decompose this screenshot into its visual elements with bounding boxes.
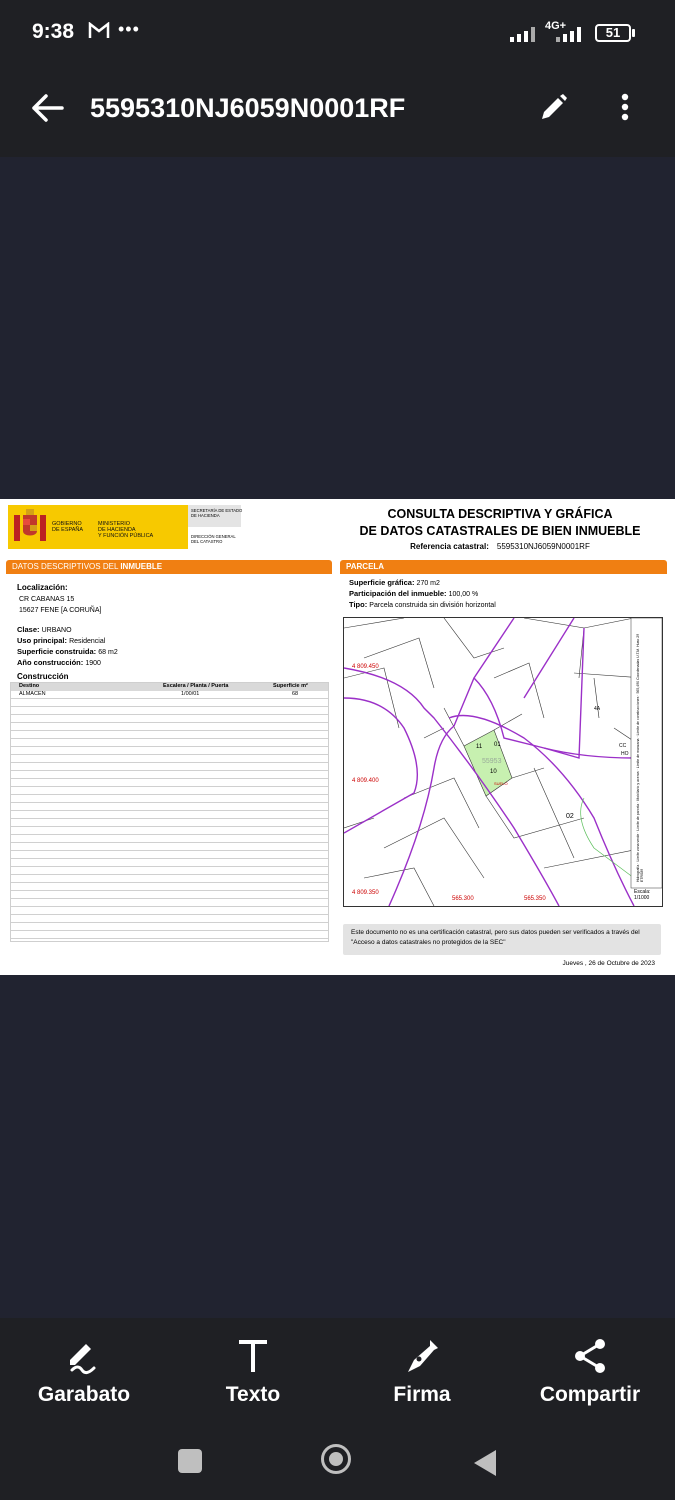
texto-label: Texto (225, 1383, 281, 1406)
legend-manzana: Límite de manzana (636, 738, 640, 769)
empty-table-row (11, 843, 328, 851)
construccion-table (10, 682, 329, 942)
empty-table-row (11, 875, 328, 883)
escala-label: Escala: (634, 889, 651, 895)
disclaimer-note: Este documento no es una certificación catastral, pero sus datos pueden ser verificados a través del "Acceso a datos catastrales no protegidos de la SEC" (343, 924, 661, 955)
localizacion-label: Localización: (17, 583, 68, 592)
address-line-1: CR CABANAS 15 (19, 596, 75, 603)
table-header (11, 683, 328, 691)
empty-table-row (11, 891, 328, 899)
empty-table-row (11, 771, 328, 779)
empty-table-row (11, 739, 328, 747)
table-header-escalera: Escalera / Planta / Puerta (163, 683, 229, 689)
empty-table-row (11, 715, 328, 723)
table-header-superficie: Superficie m² (273, 683, 308, 689)
firma-button[interactable] (352, 1336, 492, 1407)
empty-table-row (11, 779, 328, 787)
direccion-text: DIRECCIÓN GENERAL DEL CATASTRO (191, 534, 236, 544)
more-vert-icon[interactable] (610, 92, 640, 124)
superficie-label: Superficie construida: (17, 647, 97, 656)
empty-table-row (11, 747, 328, 755)
anio-label: Año construcción: (17, 658, 84, 667)
coat-of-arms-icon (10, 505, 50, 549)
document-title (345, 506, 655, 540)
map-label-11: 11 (476, 744, 483, 750)
legend-zona-verde: Límite zona verde (636, 833, 640, 862)
status-bar (0, 0, 675, 70)
more-notifications-icon: ••• (118, 19, 140, 39)
empty-table-row (11, 803, 328, 811)
cell-destino: ALMACEN (19, 691, 46, 697)
empty-table-row (11, 763, 328, 771)
participacion-row (349, 589, 478, 598)
empty-table-row (11, 827, 328, 835)
battery-tip (632, 29, 635, 37)
map-label-02: 02 (566, 813, 574, 820)
cell-escalera: 1/00/01 (181, 691, 200, 697)
firma-label: Firma (393, 1383, 451, 1406)
page-title: 5595310NJ6059N0001RF (90, 93, 406, 123)
recent-apps-button[interactable] (178, 1449, 202, 1473)
empty-table-row (11, 819, 328, 827)
map-legend: Hidrografía · Límite zona verde · Límite de parcela · Mobiliario y aceras · Límite de manzana · Límite de construcciones · 565,490 Coordenadas U.T.M. Huso 29 ETRS89 (636, 633, 644, 882)
sup-grafica-label: Superficie gráfica: (349, 578, 415, 587)
empty-table-row (11, 811, 328, 819)
app-bar (0, 70, 675, 157)
map-label-suelo: SUELO (494, 781, 508, 786)
participacion-label: Participación del inmueble: (349, 589, 447, 598)
document-date: Jueves , 26 de Octubre de 2023 (562, 960, 655, 967)
coord-top: 4 809.450 (352, 664, 379, 670)
tipo-value: Parcela construida sin división horizontal (369, 602, 496, 609)
ref-label: Referencia catastral: (410, 542, 489, 551)
empty-table-row (11, 867, 328, 875)
left-header-prefix: DATOS DESCRIPTIVOS DEL (12, 562, 121, 571)
clase-label: Clase: (17, 625, 40, 634)
coord-mid: 4 809.400 (352, 778, 379, 784)
empty-table-row (11, 835, 328, 843)
text-icon (233, 1336, 273, 1376)
tipo-label: Tipo: (349, 600, 368, 609)
parcel-ref: 55953 (482, 758, 502, 765)
ref-value: 5595310NJ6059N0001RF (496, 542, 590, 551)
title-line-2: DE DATOS CATASTRALES DE BIEN INMUEBLE (359, 524, 641, 538)
coord-x2: 565.350 (524, 896, 546, 902)
legend-hidrografia: Hidrografía (636, 864, 640, 882)
empty-table-row (11, 923, 328, 931)
escala-value: 1/1000 (634, 895, 650, 901)
address-line-2: 15627 FENE [A CORUÑA] (19, 607, 102, 614)
map-label-10: 10 (490, 769, 497, 775)
bottom-action-bar (0, 1318, 675, 1500)
empty-table-row (11, 787, 328, 795)
gobierno-text: GOBIERNO DE ESPAÑA (52, 521, 84, 533)
empty-table-row (11, 899, 328, 907)
map-escala (634, 889, 650, 901)
superficie-row (17, 647, 118, 656)
referencia-catastral (345, 542, 655, 551)
table-row (11, 691, 328, 699)
map-drawing (344, 618, 662, 906)
uso-row (17, 636, 105, 645)
cell-superficie: 68 (292, 691, 299, 697)
empty-table-row (11, 851, 328, 859)
nav-back-icon[interactable] (472, 1448, 498, 1478)
superficie-value: 68 m2 (98, 649, 118, 656)
empty-table-row (11, 907, 328, 915)
cadastral-map[interactable] (343, 617, 663, 907)
ministerio-text: MINISTERIO DE HACIENDA Y FUNCIÓN PÚBLICA (98, 521, 154, 539)
table-header-destino: Destino (19, 683, 40, 689)
anio-row (17, 658, 101, 667)
empty-table-row (11, 707, 328, 715)
clase-value: URBANO (41, 627, 72, 634)
map-label-ho: HO (621, 751, 629, 757)
battery-icon: 51 (595, 24, 631, 42)
network-type: 4G+ (545, 20, 567, 32)
empty-table-row (11, 723, 328, 731)
construccion-label: Construcción (17, 672, 69, 681)
datos-descriptivos-header (6, 560, 332, 574)
compartir-button[interactable] (520, 1336, 660, 1407)
signal-icon (510, 26, 540, 42)
signal-icon-2 (556, 26, 586, 42)
map-label-cc: CC (619, 743, 627, 749)
share-icon (570, 1336, 610, 1376)
parcela-header: PARCELA (340, 560, 667, 574)
coord-bottom: 4 809.350 (352, 890, 379, 896)
home-button-inner[interactable] (329, 1452, 343, 1466)
empty-table-row (11, 755, 328, 763)
clase-row (17, 625, 72, 634)
empty-table-row (11, 699, 328, 707)
legend-parcela: Límite de parcela (636, 803, 640, 831)
compartir-label: Compartir (539, 1383, 641, 1406)
empty-table-row (11, 883, 328, 891)
sup-grafica-value: 270 m2 (416, 580, 440, 587)
title-line-1: CONSULTA DESCRIPTIVA Y GRÁFICA (387, 507, 613, 521)
empty-table-row (11, 795, 328, 803)
legend-construcciones: Límite de construcciones (636, 696, 640, 736)
document-page[interactable] (0, 499, 675, 975)
empty-table-row (11, 859, 328, 867)
participacion-value: 100,00 % (448, 591, 479, 598)
edit-pencil-icon[interactable] (537, 92, 569, 124)
map-side-text: 565,490 Coordenadas U.T.M. Huso 29 ETRS89 (636, 633, 644, 882)
map-label-01: 01 (494, 742, 501, 748)
legend-mobiliario: Mobiliario y aceras (636, 771, 640, 801)
empty-table-row (11, 731, 328, 739)
back-arrow-icon[interactable] (30, 92, 66, 124)
government-logo (8, 505, 188, 549)
uso-label: Uso principal: (17, 636, 68, 645)
left-header-bold: INMUEBLE (120, 562, 163, 571)
secretaria-text: SECRETARÍA DE ESTADO DE HACIENDA (188, 505, 241, 527)
map-label-4a: 4A (594, 706, 601, 712)
empty-table-row (11, 915, 328, 923)
scribble-icon (64, 1336, 104, 1376)
empty-table-row (11, 931, 328, 939)
garabato-label: Garabato (37, 1383, 131, 1406)
status-time: 9:38 (32, 20, 75, 43)
anio-value: 1900 (85, 660, 101, 667)
coord-x1: 565.300 (452, 896, 474, 902)
pen-nib-icon (402, 1336, 442, 1376)
tipo-row (349, 600, 496, 609)
texto-button[interactable] (183, 1336, 323, 1407)
uso-value: Residencial (69, 638, 106, 645)
sup-grafica-row (349, 578, 440, 587)
garabato-button[interactable] (14, 1336, 154, 1407)
gmail-icon (88, 22, 110, 39)
